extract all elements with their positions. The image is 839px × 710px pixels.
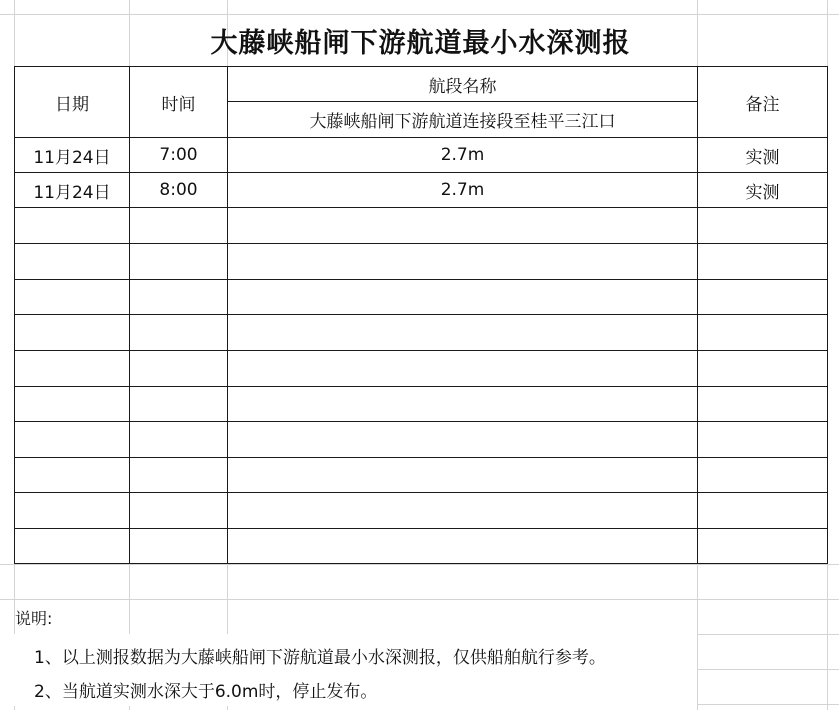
row-2-depth[interactable]: 2.7m	[440, 180, 485, 200]
row-2-remark[interactable]: 实测	[745, 182, 780, 203]
header-remark: 备注	[745, 94, 780, 115]
row-2-date[interactable]: 11月24日	[33, 182, 111, 203]
page-title: 大藤峡船闸下游航道最小水深测报	[210, 28, 631, 59]
notes-heading: 说明:	[15, 608, 53, 628]
row-2-time[interactable]: 8:00	[159, 180, 198, 200]
header-segment-group: 航段名称	[428, 76, 497, 97]
row-1-depth[interactable]: 2.7m	[440, 145, 485, 165]
note-item-1: 1、以上测报数据为大藤峡船闸下游航道最小水深测报，仅供船舶航行参考。	[34, 647, 606, 668]
note-item-2: 2、当航道实测水深大于6.0m时，停止发布。	[34, 681, 378, 702]
row-1-date[interactable]: 11月24日	[33, 147, 111, 168]
row-1-remark[interactable]: 实测	[745, 147, 780, 168]
row-1-time[interactable]: 7:00	[159, 145, 198, 165]
header-segment-name: 大藤峡船闸下游航道连接段至桂平三江口	[309, 112, 616, 132]
header-date: 日期	[55, 94, 89, 115]
header-time: 时间	[161, 94, 196, 115]
